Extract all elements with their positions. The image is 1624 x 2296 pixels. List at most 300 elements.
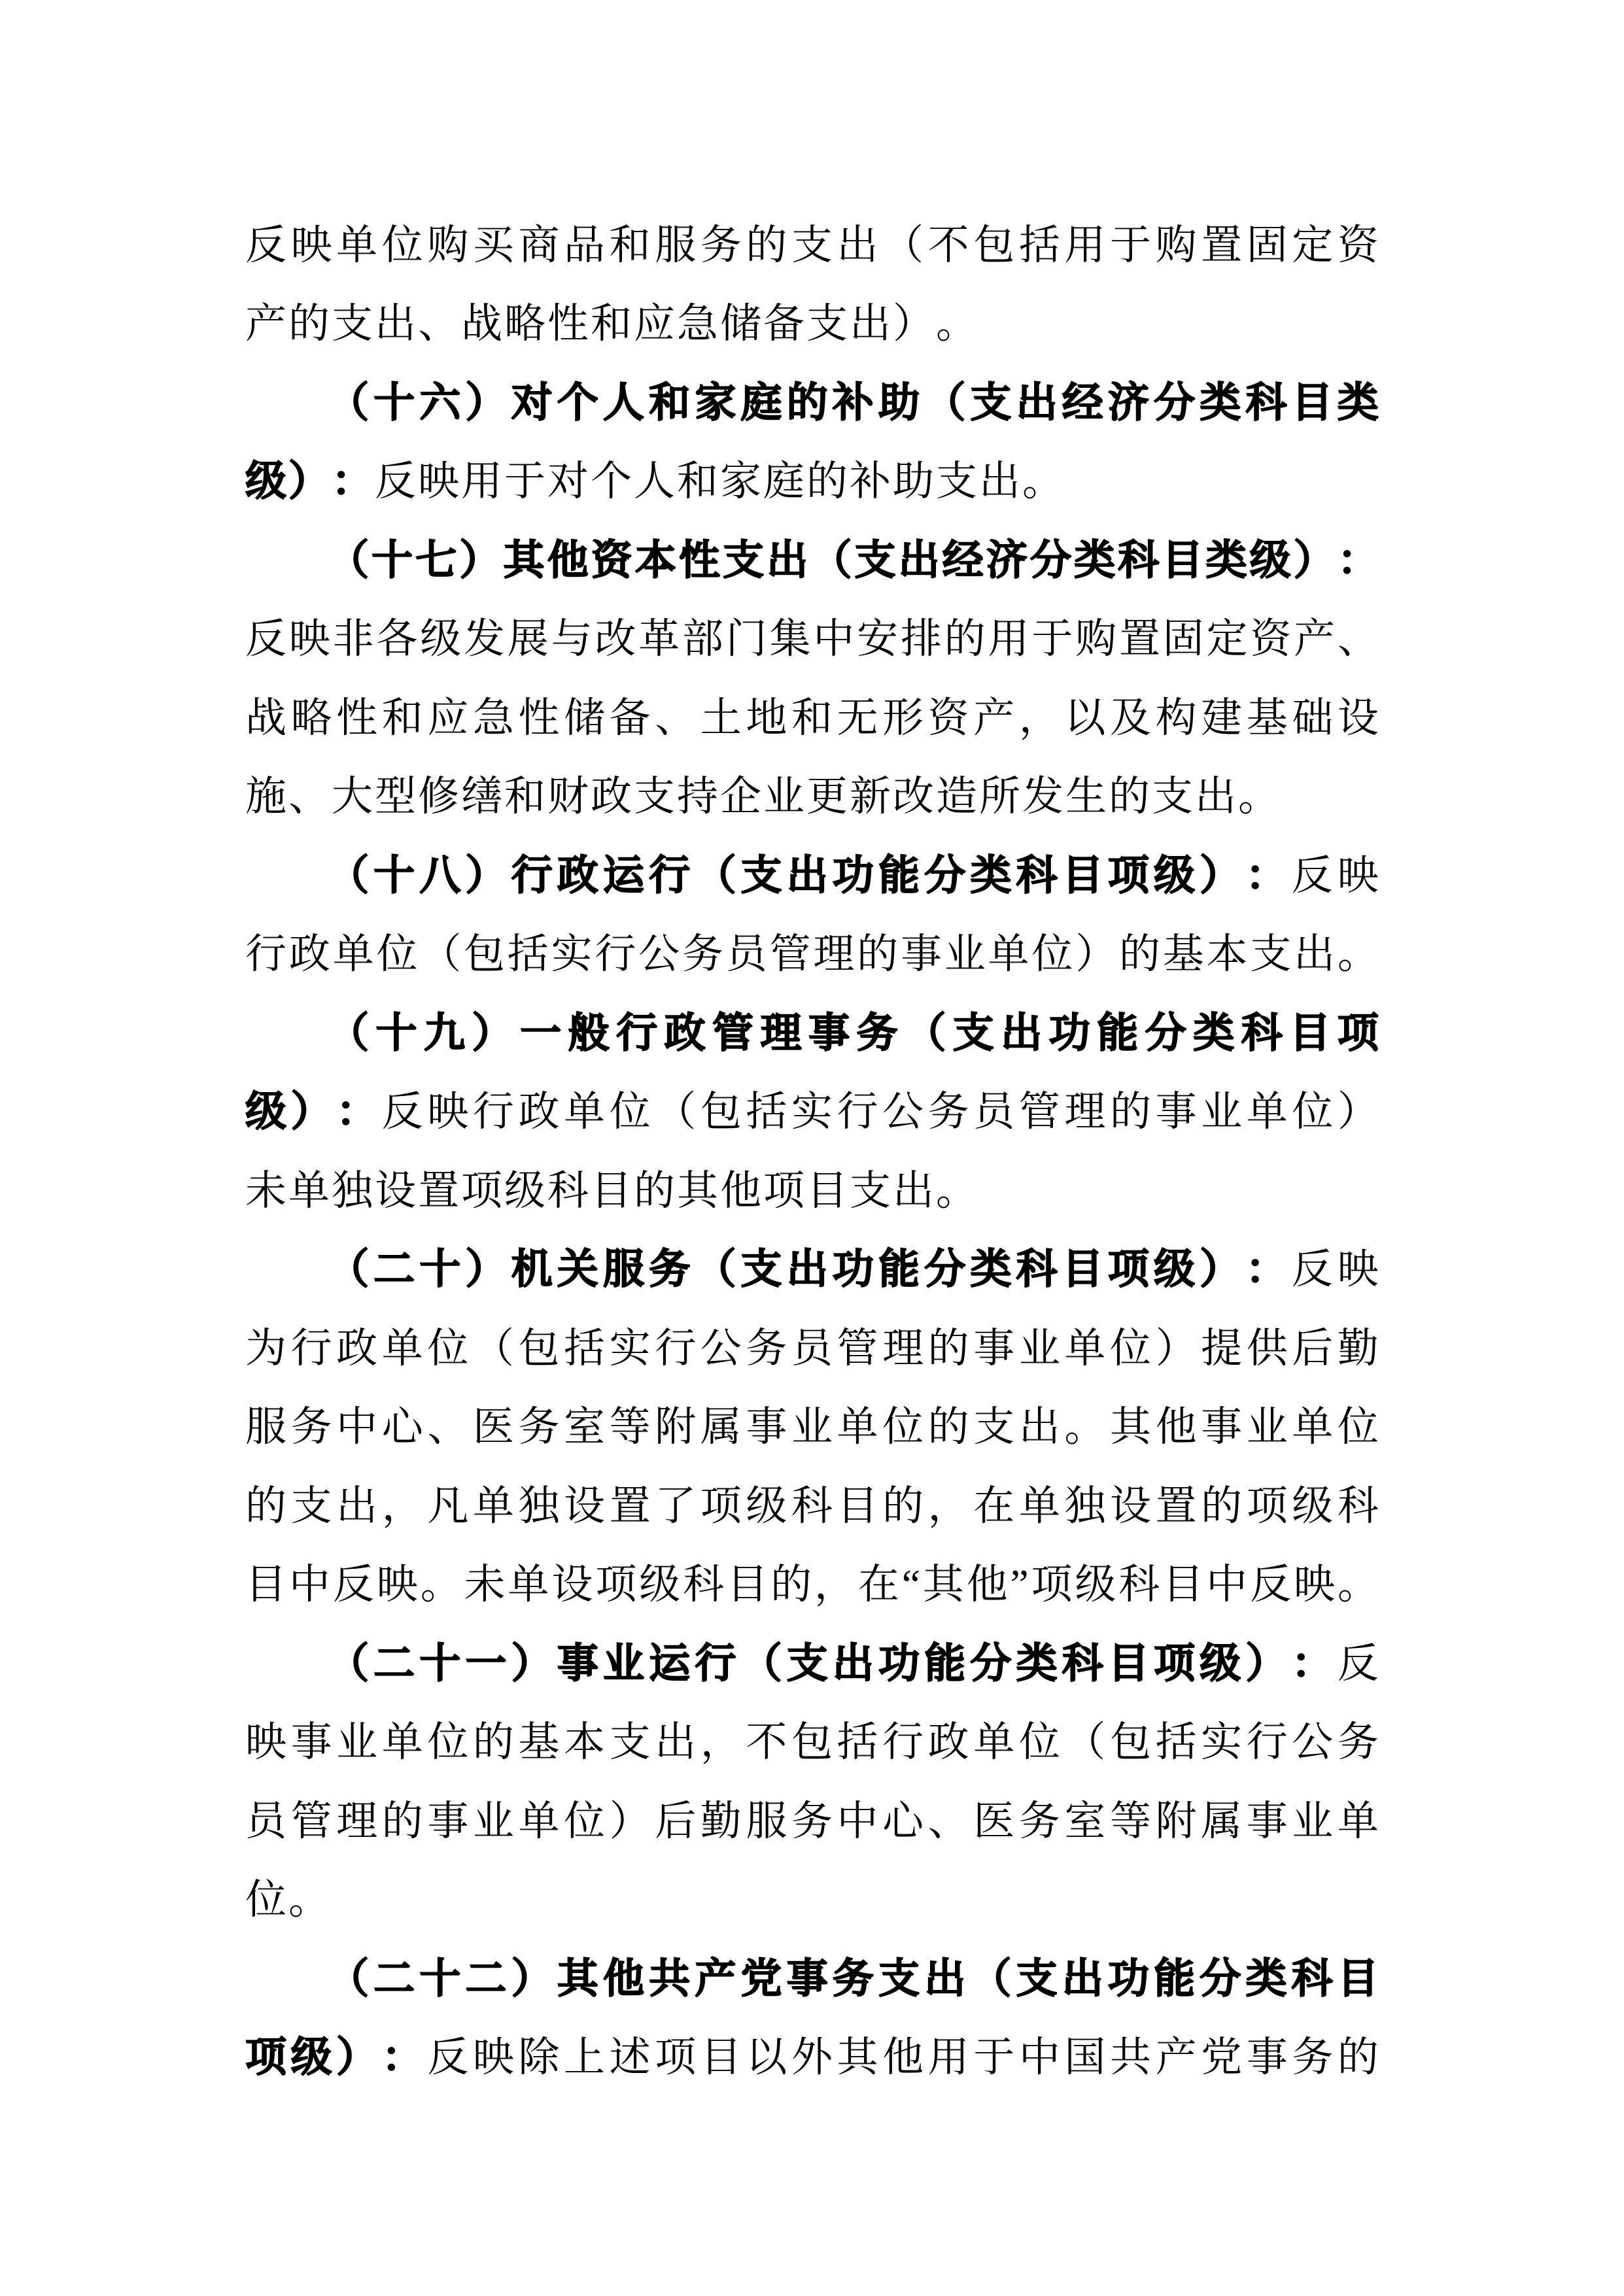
body-character: 级 bbox=[1292, 1482, 1334, 1529]
heading-character: 六 bbox=[419, 379, 461, 426]
body-character: 产 bbox=[973, 694, 1015, 741]
heading-character: 支 bbox=[740, 1246, 782, 1293]
body-character: 产 bbox=[1155, 2034, 1197, 2081]
body-character: 目 bbox=[806, 1167, 848, 1214]
body-character: 的 bbox=[927, 1325, 969, 1371]
body-character: 置 bbox=[418, 1167, 459, 1214]
body-character: 本 bbox=[1206, 931, 1248, 978]
heading-character: 分 bbox=[1030, 537, 1071, 583]
body-character: 反 bbox=[1291, 1246, 1333, 1293]
body-character: 的 bbox=[1201, 1482, 1243, 1529]
heading-character: 能 bbox=[924, 1640, 966, 1687]
heading-character: 共 bbox=[649, 1955, 691, 2002]
body-character: 单 bbox=[973, 1719, 1015, 1766]
body-character: 急 bbox=[677, 301, 718, 347]
body-character: 行 bbox=[882, 1719, 924, 1766]
body-character: 政 bbox=[336, 1325, 378, 1371]
body-character: 略 bbox=[504, 301, 545, 347]
heading-character: ） bbox=[1245, 1640, 1287, 1687]
body-character: 科 bbox=[683, 1562, 725, 1608]
heading-character: 的 bbox=[786, 379, 828, 426]
body-character: 其 bbox=[1109, 1404, 1151, 1450]
heading-character: 十 bbox=[419, 1955, 461, 2002]
heading-character: 助 bbox=[878, 379, 920, 426]
body-character: 政 bbox=[518, 1089, 560, 1135]
body-character: 造 bbox=[936, 774, 977, 820]
body-character: 务 bbox=[927, 1089, 969, 1135]
body-character: 战 bbox=[461, 301, 502, 347]
body-character: 映 bbox=[1337, 852, 1379, 899]
body-character: 缮 bbox=[461, 774, 502, 820]
body-character: ） bbox=[609, 1798, 651, 1844]
body-character: 部 bbox=[682, 616, 723, 662]
body-character: 不 bbox=[927, 222, 969, 268]
body-character: 反 bbox=[427, 2034, 469, 2081]
heading-character: 运 bbox=[649, 1640, 691, 1687]
body-character: 和 bbox=[504, 774, 545, 820]
body-character: 业 bbox=[472, 1798, 514, 1844]
body-character: 支 bbox=[806, 301, 848, 347]
body-character: 出 bbox=[1294, 931, 1336, 978]
body-character: 革 bbox=[638, 616, 680, 662]
heading-character: 个 bbox=[557, 379, 598, 426]
heading-character: 关 bbox=[557, 1246, 598, 1293]
heading-character: 类 bbox=[970, 852, 1012, 899]
body-character: 位 bbox=[376, 931, 418, 978]
body-character: 大 bbox=[332, 774, 373, 820]
body-character: 附 bbox=[1155, 1798, 1197, 1844]
text-line bbox=[245, 206, 1379, 285]
body-character: 单 bbox=[472, 1482, 514, 1529]
heading-character: 政 bbox=[557, 852, 598, 899]
body-character: 和 bbox=[609, 222, 651, 268]
text-line bbox=[245, 521, 1379, 600]
body-character: 括 bbox=[837, 1719, 878, 1766]
heading-character: （ bbox=[970, 1955, 1012, 2002]
heading-character: 十 bbox=[419, 1640, 461, 1687]
body-character: 员 bbox=[791, 1325, 833, 1371]
heading-character: 资 bbox=[591, 537, 632, 583]
heading-character: 类 bbox=[1337, 379, 1379, 426]
heading-character: 科 bbox=[1062, 1640, 1103, 1687]
body-character: 公 bbox=[1292, 1719, 1334, 1766]
body-character: 事 bbox=[1246, 1798, 1288, 1844]
heading-character: 科 bbox=[1118, 537, 1160, 583]
body-character: 定 bbox=[1292, 222, 1334, 268]
body-character: 业 bbox=[944, 931, 986, 978]
heading-character: 目 bbox=[1337, 1955, 1379, 2002]
body-character: 目 bbox=[245, 1562, 286, 1608]
body-character: 等 bbox=[609, 1404, 651, 1450]
heading-character: ） bbox=[290, 1089, 332, 1135]
heading-character: 和 bbox=[649, 379, 691, 426]
body-character: 后 bbox=[655, 1798, 697, 1844]
heading-character: 九 bbox=[424, 1010, 466, 1056]
heading-character: 支 bbox=[952, 1010, 994, 1056]
heading-character: 科 bbox=[1016, 852, 1058, 899]
body-character: 储 bbox=[720, 301, 761, 347]
body-character: 资 bbox=[1337, 222, 1379, 268]
heading-character: 科 bbox=[1241, 1010, 1283, 1056]
body-character: 除 bbox=[518, 2034, 560, 2081]
body-character: 产 bbox=[1294, 616, 1336, 662]
body-character: 和 bbox=[591, 301, 632, 347]
body-character: 于 bbox=[1031, 616, 1073, 662]
heading-character: 事 bbox=[557, 1640, 598, 1687]
body-character: 出 bbox=[655, 1719, 697, 1766]
text-line bbox=[245, 1309, 1379, 1388]
body-character: 人 bbox=[634, 458, 675, 505]
body-character: 括 bbox=[1155, 1719, 1197, 1766]
body-character: 事 bbox=[746, 1404, 787, 1450]
body-character: 安 bbox=[857, 616, 899, 662]
heading-character: 分 bbox=[924, 1246, 966, 1293]
body-character: （ bbox=[472, 1325, 514, 1371]
body-character: 医 bbox=[472, 1404, 514, 1450]
text-line bbox=[245, 1388, 1379, 1467]
heading-character: 目 bbox=[1291, 379, 1333, 426]
heading-character: 项 bbox=[1107, 852, 1149, 899]
text-line bbox=[245, 1940, 1379, 2019]
body-character: 生 bbox=[1065, 774, 1107, 820]
heading-character: 七 bbox=[415, 537, 457, 583]
heading-character: 类 bbox=[1074, 537, 1116, 583]
body-character: 行 bbox=[837, 1089, 878, 1135]
body-character: 置 bbox=[1118, 616, 1160, 662]
body-character: 、 bbox=[427, 1404, 469, 1450]
body-character: ” bbox=[1010, 1562, 1029, 1608]
body-character: 单 bbox=[1337, 1798, 1379, 1844]
body-character: 性 bbox=[547, 301, 589, 347]
body-character: 、 bbox=[655, 694, 697, 741]
body-character: 位 bbox=[609, 1089, 651, 1135]
body-character: 用 bbox=[1064, 222, 1106, 268]
heading-character: 支 bbox=[878, 1955, 920, 2002]
heading-character: 类 bbox=[1193, 1010, 1235, 1056]
heading-character: 党 bbox=[740, 1955, 782, 2002]
text-line bbox=[245, 679, 1379, 758]
heading-character: 类 bbox=[1200, 379, 1241, 426]
body-character: 、 bbox=[927, 1798, 969, 1844]
text-line bbox=[245, 443, 1379, 522]
heading-character: 功 bbox=[1107, 1955, 1149, 2002]
body-character: 业 bbox=[1292, 1798, 1334, 1844]
heading-character: ） bbox=[1200, 852, 1241, 899]
body-character: 的 bbox=[927, 1404, 969, 1450]
heading-character: 经 bbox=[942, 537, 984, 583]
body-character: 对 bbox=[547, 458, 589, 505]
body-character: 的 bbox=[1109, 774, 1150, 820]
heading-character: 管 bbox=[712, 1010, 754, 1056]
body-character: 反 bbox=[375, 458, 416, 505]
body-character: 。 bbox=[1022, 458, 1063, 505]
body-character: 行 bbox=[245, 931, 286, 978]
body-character: 以 bbox=[746, 2034, 787, 2081]
heading-character: ： bbox=[336, 1089, 378, 1135]
body-character: 包 bbox=[463, 931, 505, 978]
body-character: 所 bbox=[979, 774, 1020, 820]
body-character: 庭 bbox=[763, 458, 804, 505]
body-character: 未 bbox=[464, 1562, 506, 1608]
body-character: 反 bbox=[332, 1562, 374, 1608]
heading-character: 级 bbox=[1154, 852, 1196, 899]
body-character: 反 bbox=[381, 1089, 423, 1135]
heading-character: （ bbox=[328, 537, 369, 583]
heading-character: 能 bbox=[878, 852, 920, 899]
body-character: 的 bbox=[288, 301, 330, 347]
body-character: 资 bbox=[927, 694, 969, 741]
body-character: 性 bbox=[336, 694, 378, 741]
body-character: 用 bbox=[461, 458, 502, 505]
body-character: 上 bbox=[564, 2034, 606, 2081]
heading-character: 项 bbox=[1107, 1246, 1149, 1293]
heading-character: 人 bbox=[603, 379, 645, 426]
heading-character: 事 bbox=[808, 1010, 850, 1056]
heading-character: 出 bbox=[767, 537, 808, 583]
body-character: 、 bbox=[288, 774, 330, 820]
body-character: 定 bbox=[1206, 616, 1248, 662]
body-character: 业 bbox=[1018, 1325, 1060, 1371]
body-character: 单 bbox=[988, 931, 1029, 978]
body-character: 不 bbox=[746, 1719, 787, 1766]
body-character: 及 bbox=[1109, 694, 1151, 741]
body-character: 。 bbox=[936, 301, 977, 347]
body-character: 科 bbox=[1337, 1482, 1379, 1529]
heading-character: 十 bbox=[373, 852, 415, 899]
body-character: 出 bbox=[1195, 774, 1236, 820]
body-character: 。 bbox=[1238, 774, 1279, 820]
body-character: 型 bbox=[375, 774, 416, 820]
heading-character: 十 bbox=[371, 537, 413, 583]
heading-character: 机 bbox=[511, 1246, 553, 1293]
body-character: 行 bbox=[595, 931, 636, 978]
body-character: 建 bbox=[1201, 694, 1243, 741]
body-character: 的 bbox=[882, 1482, 924, 1529]
body-character: 反 bbox=[1250, 1562, 1292, 1608]
heading-character: 项 bbox=[1154, 1640, 1196, 1687]
heading-character: ） bbox=[465, 1246, 507, 1293]
heading-character: （ bbox=[328, 1246, 369, 1293]
body-character: 理 bbox=[336, 1798, 378, 1844]
body-character: 附 bbox=[655, 1404, 697, 1450]
text-line bbox=[245, 1231, 1379, 1310]
body-character: 用 bbox=[927, 2034, 969, 2081]
body-character: 包 bbox=[973, 222, 1015, 268]
heading-character: 级 bbox=[245, 458, 286, 505]
body-character: 他 bbox=[1155, 1404, 1197, 1450]
heading-character: 目 bbox=[1162, 537, 1203, 583]
heading-character: 出 bbox=[1016, 379, 1058, 426]
body-character: 务 bbox=[1292, 2034, 1334, 2081]
heading-character: 功 bbox=[832, 852, 874, 899]
body-character: 设 bbox=[551, 1562, 593, 1608]
heading-character: 庭 bbox=[740, 379, 782, 426]
body-character: 服 bbox=[655, 222, 697, 268]
heading-character: 类 bbox=[970, 1246, 1012, 1293]
body-character: 单 bbox=[1018, 1482, 1060, 1529]
body-character: 务 bbox=[746, 1325, 787, 1371]
heading-character: 级 bbox=[245, 1089, 286, 1135]
body-character: 级 bbox=[746, 1482, 787, 1529]
heading-character: （ bbox=[328, 1010, 369, 1056]
text-line bbox=[245, 916, 1379, 995]
body-character: 服 bbox=[245, 1404, 286, 1450]
body-character: 务 bbox=[290, 1404, 332, 1450]
heading-character: 项 bbox=[1337, 1010, 1379, 1056]
heading-character: 行 bbox=[695, 1640, 736, 1687]
body-character: 科 bbox=[1118, 1562, 1160, 1608]
body-character: 包 bbox=[518, 1325, 560, 1371]
body-character: 更 bbox=[806, 774, 848, 820]
body-character: 买 bbox=[472, 222, 514, 268]
body-character: 了 bbox=[655, 1482, 697, 1529]
body-character: 商 bbox=[518, 222, 560, 268]
body-character: 括 bbox=[1018, 222, 1060, 268]
heading-character: 目 bbox=[1107, 1640, 1149, 1687]
body-character: 在 bbox=[973, 1482, 1015, 1529]
body-character: 管 bbox=[1018, 1089, 1060, 1135]
text-line bbox=[245, 994, 1379, 1073]
body-character: 。 bbox=[1337, 931, 1379, 978]
heading-character: ） bbox=[472, 1010, 513, 1056]
body-character: 与 bbox=[551, 616, 593, 662]
document-body bbox=[245, 206, 1379, 2097]
body-character: 提 bbox=[1201, 1325, 1243, 1371]
body-character: 位 bbox=[427, 1325, 469, 1371]
heading-character: 十 bbox=[375, 1010, 417, 1056]
body-character: 发 bbox=[463, 616, 505, 662]
body-character: 购 bbox=[427, 222, 469, 268]
body-character: 土 bbox=[700, 694, 742, 741]
body-character: 中 bbox=[336, 1404, 378, 1450]
heading-character: 政 bbox=[664, 1010, 706, 1056]
body-character: 以 bbox=[1064, 694, 1106, 741]
body-character: 改 bbox=[595, 616, 636, 662]
body-character: 的 bbox=[634, 1167, 675, 1214]
body-character: 项 bbox=[700, 1482, 742, 1529]
body-character: 事 bbox=[1201, 1404, 1243, 1450]
body-character: 员 bbox=[245, 1798, 286, 1844]
body-character: 括 bbox=[507, 931, 549, 978]
heading-character: 性 bbox=[679, 537, 720, 583]
heading-character: 功 bbox=[878, 1640, 920, 1687]
body-character: 应 bbox=[427, 694, 469, 741]
body-character: ， bbox=[700, 1719, 742, 1766]
body-character: 其 bbox=[922, 1562, 964, 1608]
body-character: 未 bbox=[245, 1167, 286, 1214]
text-line bbox=[245, 1782, 1379, 1861]
body-character: 科 bbox=[547, 1167, 589, 1214]
body-character: 支 bbox=[936, 458, 977, 505]
heading-character: 补 bbox=[832, 379, 874, 426]
heading-character: 级 bbox=[1154, 1246, 1196, 1293]
body-character: 展 bbox=[507, 616, 549, 662]
heading-character: 对 bbox=[511, 379, 553, 426]
body-character: 业 bbox=[763, 774, 804, 820]
body-character: 实 bbox=[791, 1089, 833, 1135]
body-character: 支 bbox=[634, 774, 675, 820]
heading-character: 功 bbox=[832, 1246, 874, 1293]
body-character: 公 bbox=[638, 931, 680, 978]
heading-character: 类 bbox=[1016, 1640, 1058, 1687]
body-character: 购 bbox=[1075, 616, 1117, 662]
body-character: 务 bbox=[518, 1404, 560, 1450]
heading-character: 能 bbox=[878, 1246, 920, 1293]
body-character: 员 bbox=[725, 931, 767, 978]
body-character: 新 bbox=[850, 774, 891, 820]
heading-character: 出 bbox=[924, 1955, 966, 2002]
body-character: 中 bbox=[1018, 2034, 1060, 2081]
body-character: 独 bbox=[332, 1167, 373, 1214]
body-character: 室 bbox=[1064, 1798, 1106, 1844]
body-character: 映 bbox=[1293, 1562, 1335, 1608]
heading-character: 家 bbox=[695, 379, 736, 426]
heading-character: 支 bbox=[740, 852, 782, 899]
body-character: 项 bbox=[655, 2034, 697, 2081]
body-character: 设 bbox=[375, 1167, 416, 1214]
text-line bbox=[245, 1073, 1379, 1152]
text-line bbox=[245, 600, 1379, 679]
heading-character: 分 bbox=[1200, 1955, 1241, 2002]
heading-character: ） bbox=[336, 2034, 378, 2081]
body-character: 应 bbox=[634, 301, 675, 347]
body-character: 单 bbox=[1246, 1089, 1288, 1135]
heading-character: 出 bbox=[786, 1246, 828, 1293]
body-character: 行 bbox=[290, 1325, 332, 1371]
body-character: 党 bbox=[1201, 2034, 1243, 2081]
body-character: 支 bbox=[290, 1482, 332, 1529]
body-character: 单 bbox=[332, 931, 374, 978]
body-character: 项 bbox=[595, 1562, 637, 1608]
heading-character: 二 bbox=[465, 1955, 507, 2002]
body-character: 出 bbox=[1018, 1404, 1060, 1450]
body-character: 为 bbox=[245, 1325, 286, 1371]
heading-character: 目 bbox=[1062, 1246, 1103, 1293]
body-character: 反 bbox=[1337, 1640, 1379, 1687]
heading-character: （ bbox=[810, 537, 852, 583]
body-character: ， bbox=[927, 1482, 969, 1529]
body-character: 他 bbox=[966, 1562, 1008, 1608]
body-character: 位 bbox=[1292, 1089, 1334, 1135]
body-character: 支 bbox=[609, 1719, 651, 1766]
heading-character: 支 bbox=[786, 1640, 828, 1687]
body-character: 出 bbox=[850, 301, 891, 347]
body-character: 急 bbox=[472, 694, 514, 741]
heading-character: 出 bbox=[898, 537, 940, 583]
body-character: 于 bbox=[1109, 222, 1151, 268]
body-character: 位 bbox=[882, 1404, 924, 1450]
text-line bbox=[245, 364, 1379, 443]
body-character: 。 bbox=[1337, 1562, 1379, 1608]
body-character: 公 bbox=[882, 1089, 924, 1135]
heading-character: 功 bbox=[1048, 1010, 1090, 1056]
body-character: 反 bbox=[1291, 852, 1333, 899]
heading-character: 项 bbox=[245, 2034, 286, 2081]
body-character: 单 bbox=[381, 1719, 423, 1766]
body-character: 他 bbox=[720, 1167, 761, 1214]
body-character: 映 bbox=[245, 1719, 286, 1766]
heading-character: 运 bbox=[603, 852, 645, 899]
body-character: 资 bbox=[1250, 616, 1292, 662]
heading-character: 服 bbox=[603, 1246, 645, 1293]
body-character: 实 bbox=[551, 931, 593, 978]
heading-character: 行 bbox=[616, 1010, 658, 1056]
body-character: 中 bbox=[288, 1562, 330, 1608]
body-character: 外 bbox=[791, 2034, 833, 2081]
body-character: 各 bbox=[376, 616, 418, 662]
heading-character: （ bbox=[328, 1955, 369, 2002]
body-character: 个 bbox=[591, 458, 632, 505]
